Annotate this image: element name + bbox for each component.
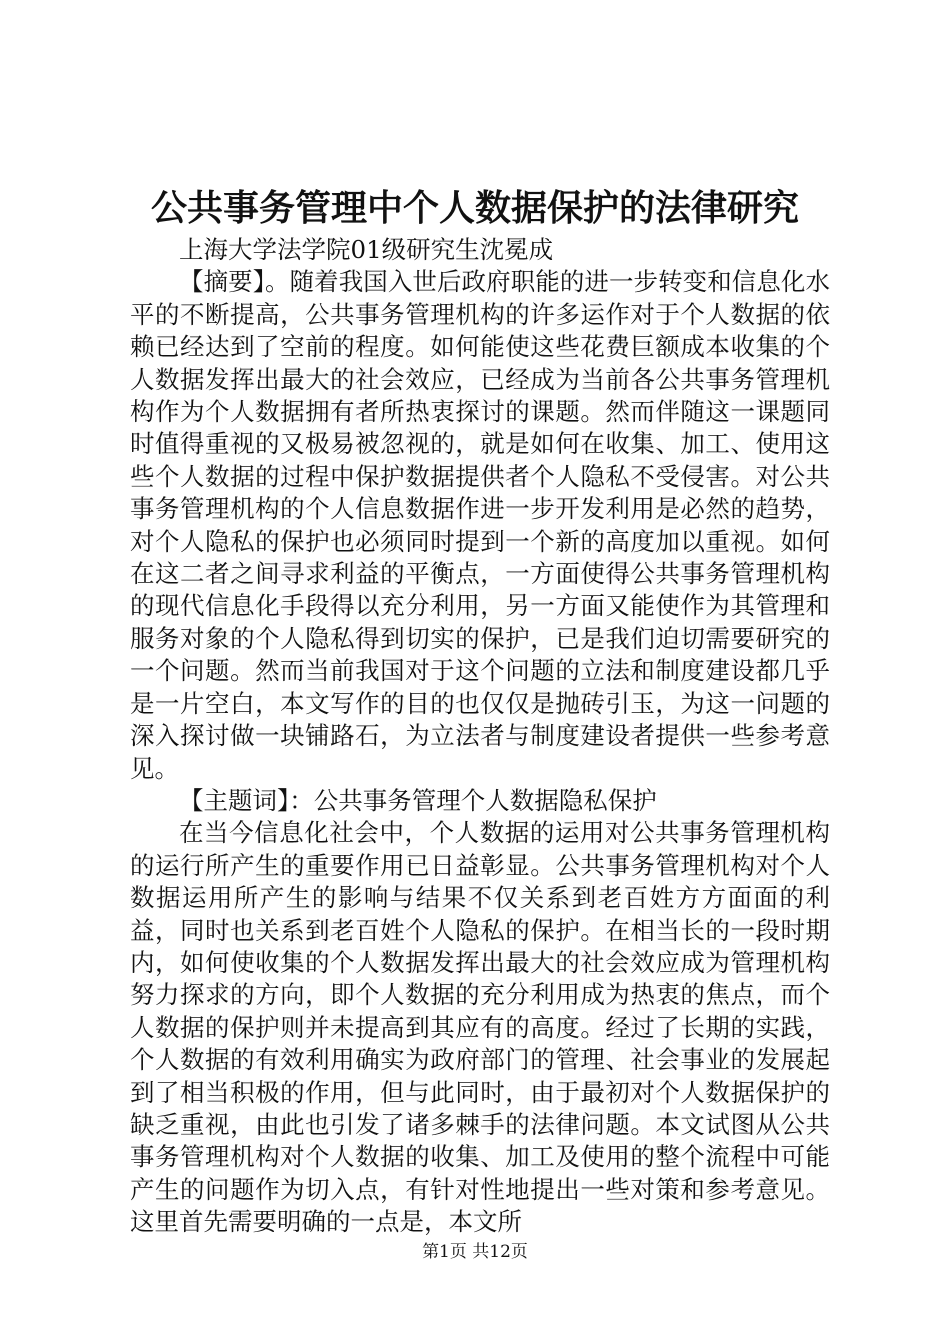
- keywords-line: 【主题词】：公共事务管理个人数据隐私保护: [179, 785, 657, 815]
- abstract-paragraph: 【摘要】。随着我国入世后政府职能的进一步转变和信息化水平的不断提高，公共事务管理机构的许多运作对于个人数据的依赖已经达到了空前的程度。如何能使这些花费巨额成本收集的个人数据发挥出最大的社会效应，已经成为当前各公共事务管理机构作为个人数据拥有者所热衷探讨的课题。然而伴随这一课题同时值得重视的又极易被忽视的，就是如何在收集、加工、使用这些个人数据的过程中保护数据提供者个人隐私不受侵害。对公共事务管理机构的个人信息数据作进一步开发利用是必然的趋势，对个人隐私的保护也必须同时提到一个新的高度加以重视。如何在这二者之间寻求利益的平衡点，一方面使得公共事务管理机构的现代信息化手段得以充分利用，另一方面又能使作为其管理和服务对象的个人隐私得到切实的保护，已是我们迫切需要研究的一个问题。然而当前我国对于这个问题的立法和制度建设都几乎是一片空白，本文写作的目的也仅仅是抛砖引玉，为这一问题的深入探讨做一块铺路石，为立法者与制度建设者提供一些参考意见。: [130, 267, 830, 783]
- document-body: [130, 234, 830, 1239]
- document-title: 公共事务管理中个人数据保护的法律研究: [150, 187, 799, 229]
- body-paragraph: 在当今信息化社会中，个人数据的运用对公共事务管理机构的运行所产生的重要作用已日益彰显。公共事务管理机构对个人数据运用所产生的影响与结果不仅关系到老百姓方方面面的利益，同时也关系到老百姓个人隐私的保护。在相当长的一段时期内，如何使收集的个人数据发挥出最大的社会效应成为管理机构努力探求的方向，即个人数据的充分利用成为热衷的焦点，而个人数据的保护则并未提高到其应有的高度。经过了长期的实践，个人数据的有效利用确实为政府部门的管理、社会事业的发展起到了相当积极的作用，但与此同时，由于最初对个人数据保护的缺乏重视，由此也引发了诸多棘手的法律问题。本文试图从公共事务管理机构对个人数据的收集、加工及使用的整个流程中可能产生的问题作为切入点，有针对性地提出一些对策和参考意见。这里首先需要明确的一点是，本文所: [130, 818, 830, 1237]
- author-line: 上海大学法学院01级研究生沈冕成: [179, 235, 554, 264]
- page-number-footer: 第1页 共12页: [422, 1242, 528, 1262]
